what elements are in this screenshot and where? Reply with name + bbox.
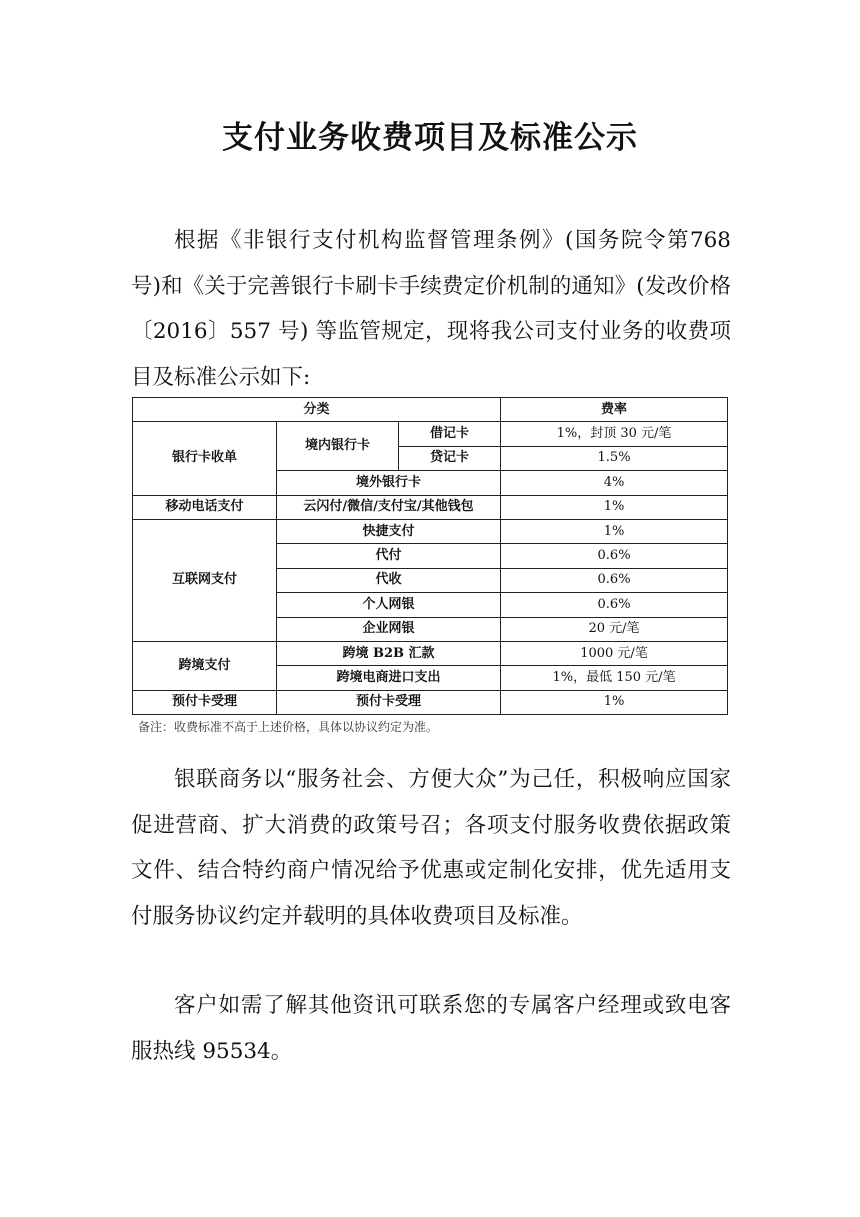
item-b2b-remittance: 跨境 B2B 汇款 (277, 641, 501, 665)
header-category: 分类 (133, 398, 501, 422)
item-foreign-card: 境外银行卡 (277, 471, 501, 495)
rate-payout: 0.6% (501, 544, 728, 568)
subcategory-domestic-card: 境内银行卡 (277, 422, 399, 471)
table-row (133, 519, 728, 543)
category-cross-border: 跨境支付 (133, 641, 277, 690)
fee-table (132, 397, 728, 715)
rate-prepaid: 1% (501, 690, 728, 714)
table-note: 备注：收费标准不高于上述价格，具体以协议约定为准。 (138, 720, 439, 734)
category-prepaid: 预付卡受理 (133, 690, 277, 714)
item-payout: 代付 (277, 544, 501, 568)
rate-collection: 0.6% (501, 568, 728, 592)
rate-debit-card: 1%，封顶 30 元/笔 (501, 422, 728, 446)
item-personal-ebank: 个人网银 (277, 593, 501, 617)
item-mobile-wallets: 云闪付/微信/支付宝/其他钱包 (277, 495, 501, 519)
contact-paragraph: 客户如需了解其他资讯可联系您的专属客户经理或致电客服热线 95534。 (131, 993, 731, 1064)
rate-corporate-ebank: 20 元/笔 (501, 617, 728, 641)
item-quick-pay: 快捷支付 (277, 519, 501, 543)
category-internet: 互联网支付 (133, 519, 277, 641)
service-paragraph: 银联商务以“服务社会、方便大众”为己任，积极响应国家促进营商、扩大消费的政策号召；各项支付服务收费依据政策文件、结合特约商户情况给予优惠或定制化安排，优先适用支付服务协议约定并载明的具体收费项目及标准。 (131, 767, 731, 929)
item-collection: 代收 (277, 568, 501, 592)
rate-ecommerce-import: 1%，最低 150 元/笔 (501, 666, 728, 690)
rate-mobile: 1% (501, 495, 728, 519)
category-bank-card: 银行卡收单 (133, 422, 277, 495)
rate-credit-card: 1.5% (501, 446, 728, 470)
intro-paragraph: 根据《非银行支付机构监督管理条例》(国务院令第768 号)和《关于完善银行卡刷卡手续费定价机制的通知》(发改价格 〔2016〕557 号) 等监管规定，现将我公司支付业务的收费项目及标准公示如下: (131, 228, 731, 390)
item-prepaid: 预付卡受理 (277, 690, 501, 714)
rate-quick-pay: 1% (501, 519, 728, 543)
table-row (133, 690, 728, 714)
header-rate: 费率 (501, 398, 728, 422)
category-mobile: 移动电话支付 (133, 495, 277, 519)
table-row (133, 422, 728, 446)
rate-b2b-remittance: 1000 元/笔 (501, 641, 728, 665)
table-row (133, 495, 728, 519)
item-ecommerce-import: 跨境电商进口支出 (277, 666, 501, 690)
item-debit-card: 借记卡 (399, 422, 501, 446)
item-corporate-ebank: 企业网银 (277, 617, 501, 641)
table-row (133, 641, 728, 665)
item-credit-card: 贷记卡 (399, 446, 501, 470)
table-header-row (133, 398, 728, 422)
rate-personal-ebank: 0.6% (501, 593, 728, 617)
rate-foreign-card: 4% (501, 471, 728, 495)
page-title: 支付业务收费项目及标准公示 (222, 120, 638, 156)
